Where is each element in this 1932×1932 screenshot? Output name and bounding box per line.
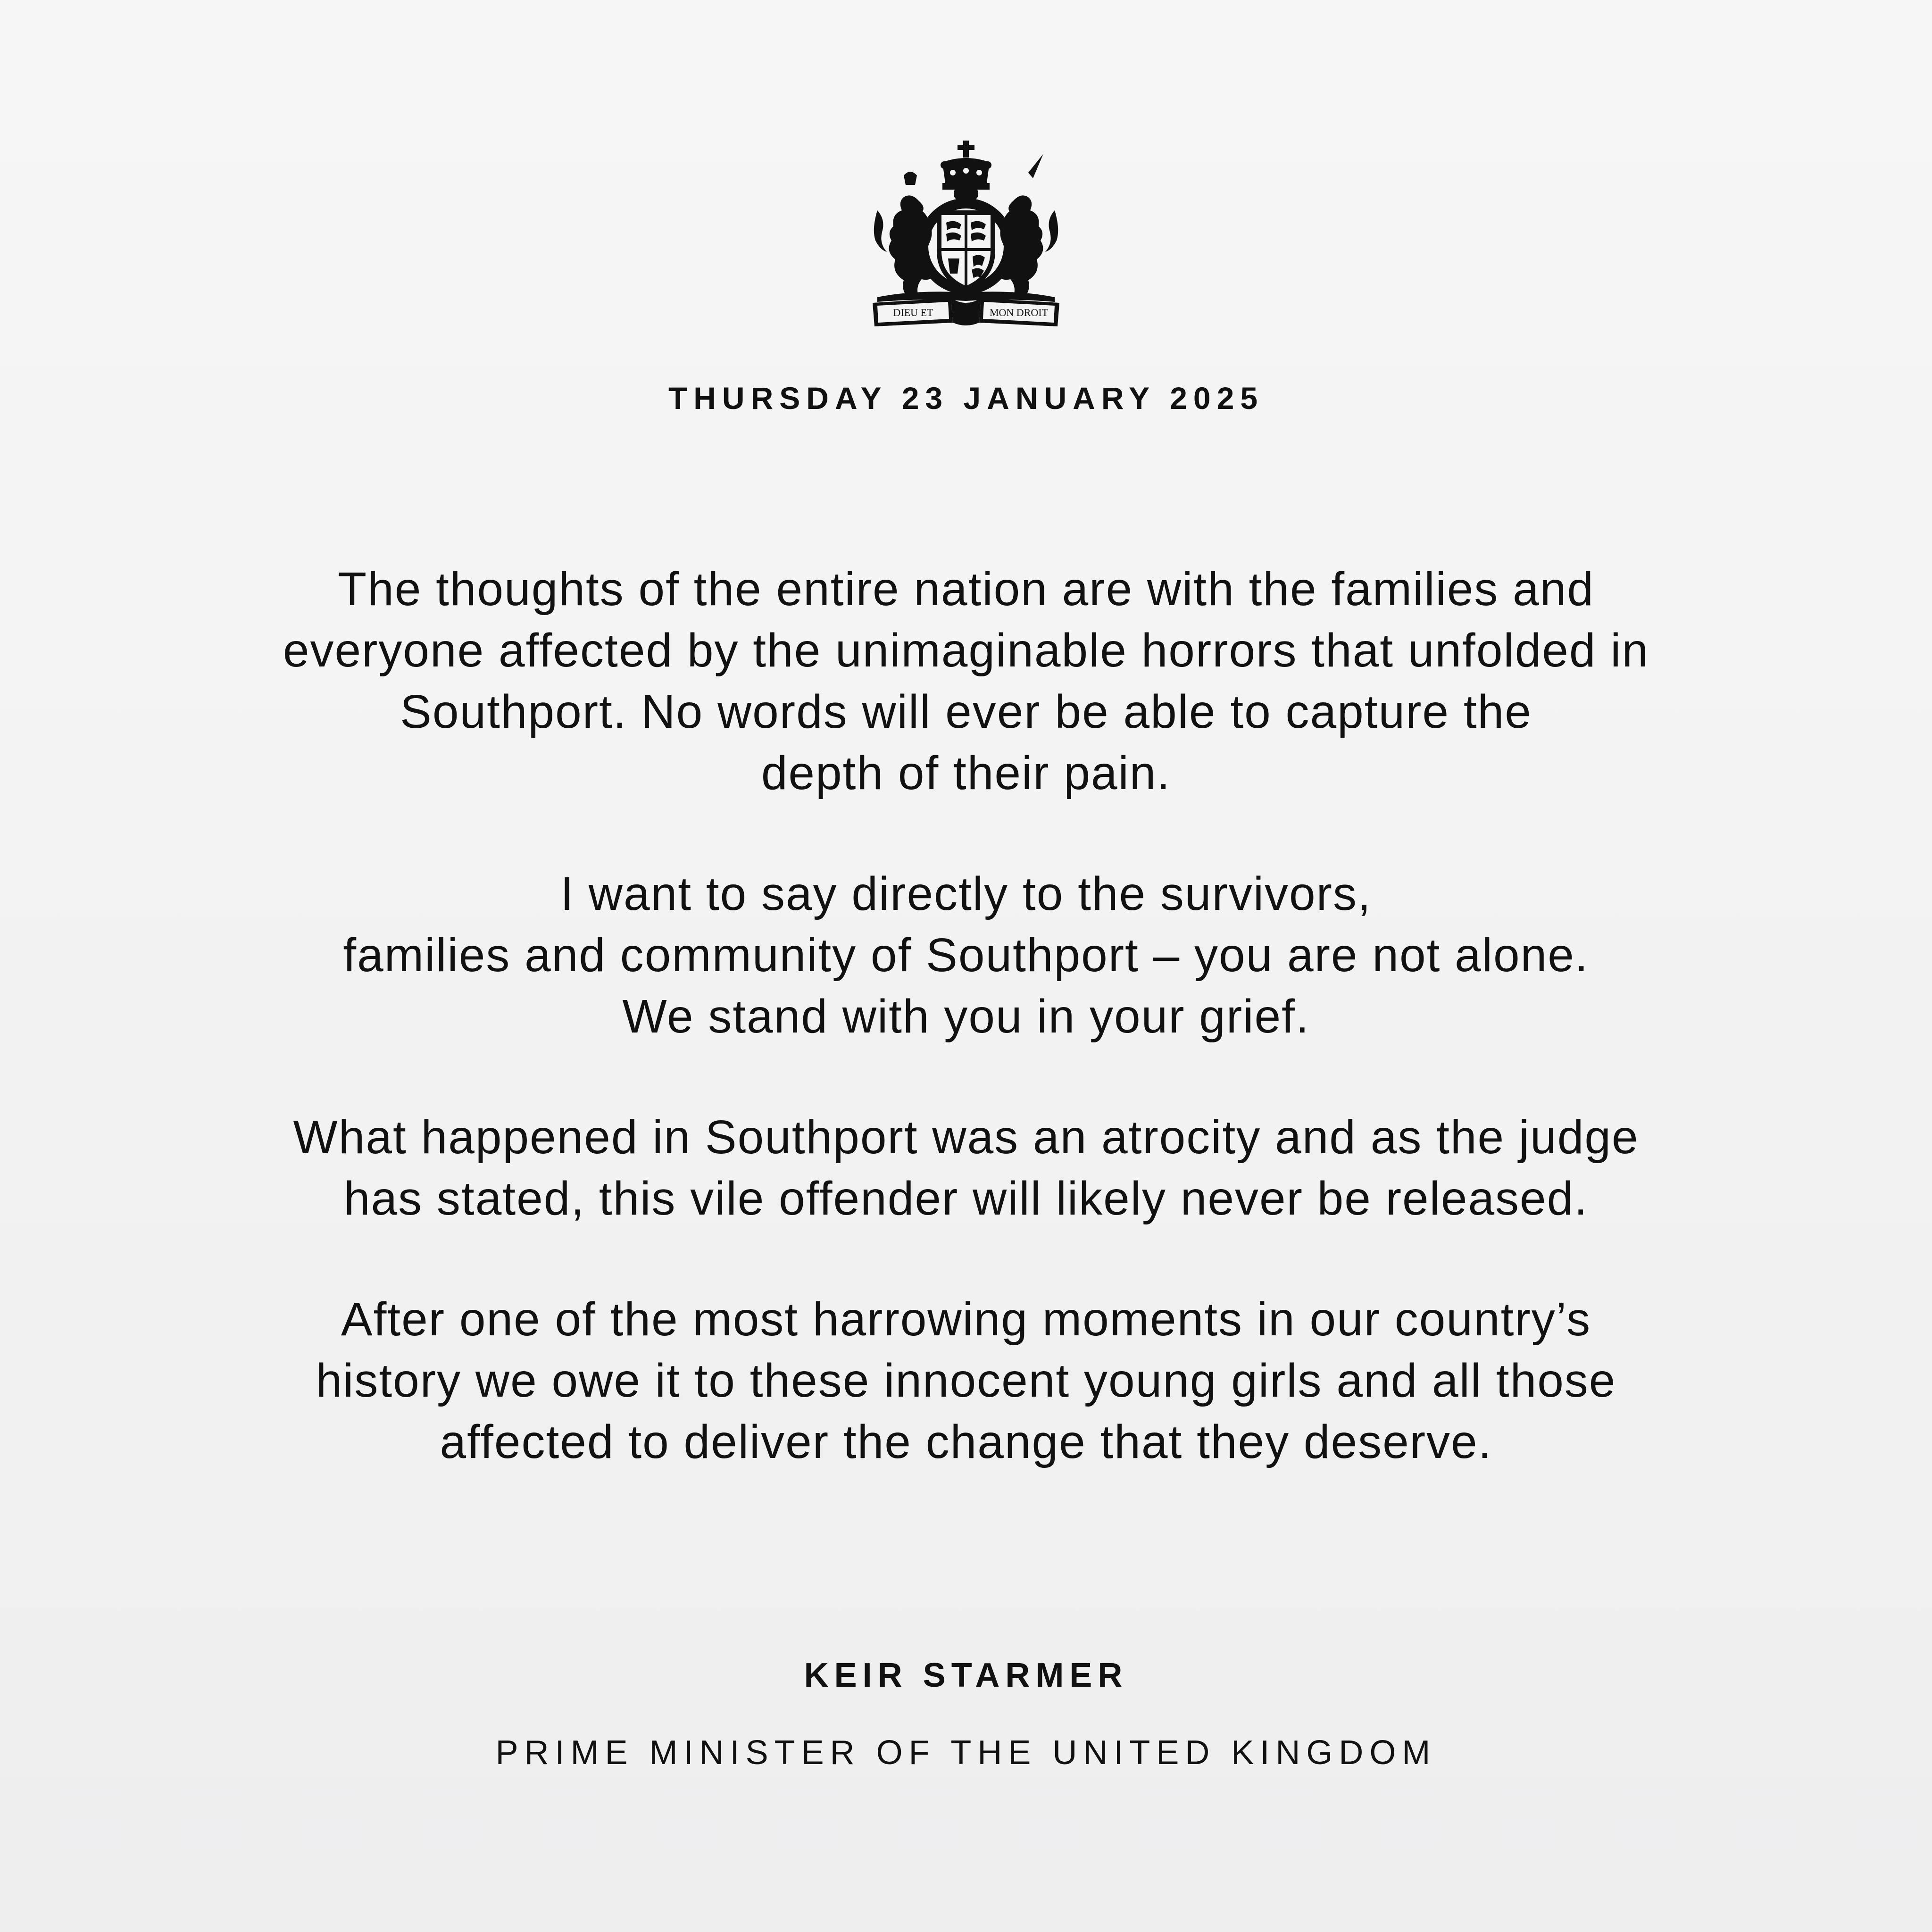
statement-date: THURSDAY 23 JANUARY 2025 bbox=[668, 381, 1264, 416]
royal-coat-of-arms-icon bbox=[858, 140, 1074, 328]
paragraph-4 bbox=[94, 1289, 1838, 1473]
svg-text:DIEU ET: DIEU ET bbox=[893, 307, 933, 318]
text-line: The thoughts of the entire nation are with the families and bbox=[338, 563, 1594, 616]
text-line: affected to deliver the change that they deserve. bbox=[440, 1416, 1492, 1468]
text-line: everyone affected by the unimaginable horrors that unfolded in bbox=[283, 624, 1649, 677]
text-line: depth of their pain. bbox=[761, 747, 1171, 799]
text-line: What happened in Southport was an atrocity and as the judge bbox=[293, 1111, 1639, 1164]
text-line: has stated, this vile offender will likely never be released. bbox=[343, 1172, 1589, 1225]
text-line: history we owe it to these innocent young girls and all those bbox=[316, 1354, 1616, 1407]
text-line: Southport. No words will ever be able to capture the bbox=[400, 685, 1532, 738]
paragraph-3 bbox=[94, 1107, 1838, 1229]
statement-body bbox=[94, 558, 1838, 1532]
text-line: I want to say directly to the survivors, bbox=[560, 867, 1372, 920]
signatory-name: KEIR STARMER bbox=[804, 1657, 1128, 1694]
signatory-title: PRIME MINISTER OF THE UNITED KINGDOM bbox=[495, 1734, 1437, 1772]
text-line: After one of the most harrowing moments in our country’s bbox=[341, 1293, 1591, 1346]
paragraph-1 bbox=[94, 558, 1838, 804]
svg-text:MON DROIT: MON DROIT bbox=[989, 307, 1049, 318]
text-line: families and community of Southport – you are not alone. bbox=[343, 929, 1589, 982]
text-line: We stand with you in your grief. bbox=[622, 990, 1310, 1043]
paragraph-2 bbox=[94, 863, 1838, 1047]
